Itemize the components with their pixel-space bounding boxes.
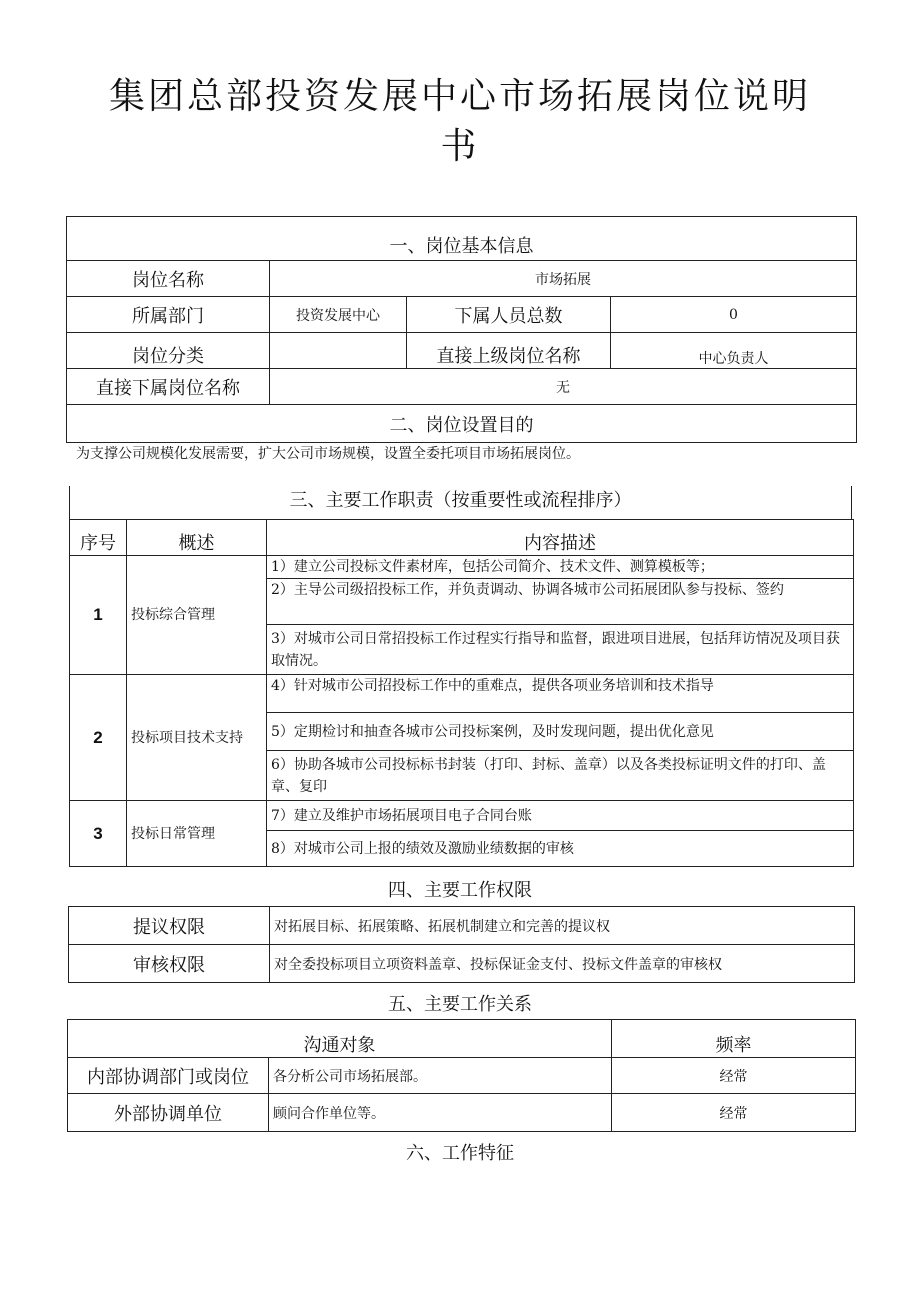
basic-info-table bbox=[66, 216, 857, 443]
duty-item: 1）建立公司投标文件素材库，包括公司简介、技术文件、测算模板等； bbox=[267, 556, 854, 579]
department-value: 投资发展中心 bbox=[270, 297, 407, 333]
relation-frequency: 经常 bbox=[612, 1094, 856, 1132]
page-title bbox=[0, 72, 920, 172]
duties-table bbox=[69, 519, 854, 867]
relation-text: 顾问合作单位等。 bbox=[269, 1094, 612, 1132]
subordinate-position-value: 无 bbox=[270, 369, 857, 405]
position-name-label: 岗位名称 bbox=[67, 261, 270, 297]
authority-text: 对拓展目标、拓展策略、拓展机制建立和完善的提议权 bbox=[270, 907, 855, 945]
col-contact-object-header: 沟通对象 bbox=[68, 1020, 612, 1058]
section-2-heading: 二、岗位设置目的 bbox=[67, 405, 857, 443]
duty-group-summary: 投标项目技术支持 bbox=[127, 675, 267, 801]
duty-group-summary: 投标日常管理 bbox=[127, 801, 267, 867]
section-1-heading: 一、岗位基本信息 bbox=[67, 217, 857, 261]
duty-item: 8）对城市公司上报的绩效及激励业绩数据的审核 bbox=[267, 831, 854, 867]
duty-item: 3）对城市公司日常招投标工作过程实行指导和监督，跟进项目进展，包括拜访情况及项目获取情况。 bbox=[267, 625, 854, 675]
duty-item: 4）针对城市公司招投标工作中的重难点，提供各项业务培训和技术指导 bbox=[267, 675, 854, 713]
col-number-header: 序号 bbox=[70, 520, 127, 556]
col-summary-header: 概述 bbox=[127, 520, 267, 556]
section-5-heading: 五、主要工作关系 bbox=[388, 994, 532, 1015]
section-4-heading: 四、主要工作权限 bbox=[388, 880, 532, 901]
subordinates-count-value: 0 bbox=[611, 297, 857, 333]
authority-label: 提议权限 bbox=[69, 907, 270, 945]
col-description-header: 内容描述 bbox=[267, 520, 854, 556]
duty-item: 6）协助各城市公司投标标书封装（打印、封标、盖章）以及各类投标证明文件的打印、盖章、复印 bbox=[267, 751, 854, 801]
duty-group-number: 3 bbox=[70, 801, 127, 867]
position-purpose: 为支撑公司规模化发展需要，扩大公司市场规模，设置全委托项目市场拓展岗位。 bbox=[76, 446, 580, 462]
duty-group-summary: 投标综合管理 bbox=[127, 556, 267, 675]
col-frequency-header: 频率 bbox=[612, 1020, 856, 1058]
section-3-heading-frame bbox=[69, 486, 852, 519]
superior-position-value: 中心负责人 bbox=[611, 333, 857, 369]
duty-group-number: 2 bbox=[70, 675, 127, 801]
relations-table bbox=[67, 1019, 856, 1132]
relation-label: 外部协调单位 bbox=[68, 1094, 269, 1132]
subordinate-position-label: 直接下属岗位名称 bbox=[67, 369, 270, 405]
category-value bbox=[270, 333, 407, 369]
title-line-2: 书 bbox=[440, 126, 480, 167]
department-label: 所属部门 bbox=[67, 297, 270, 333]
authority-table bbox=[68, 906, 855, 983]
duty-group-number: 1 bbox=[70, 556, 127, 675]
authority-text: 对全委投标项目立项资料盖章、投标保证金支付、投标文件盖章的审核权 bbox=[270, 945, 855, 983]
duty-item: 7）建立及维护市场拓展项目电子合同台账 bbox=[267, 801, 854, 831]
duty-item: 5）定期检讨和抽查各城市公司投标案例，及时发现问题，提出优化意见 bbox=[267, 713, 854, 751]
relation-frequency: 经常 bbox=[612, 1058, 856, 1094]
section-3-heading: 三、主要工作职责（按重要性或流程排序） bbox=[289, 490, 632, 511]
category-label: 岗位分类 bbox=[67, 333, 270, 369]
section-6-heading: 六、工作特征 bbox=[406, 1143, 514, 1164]
duty-item: 2）主导公司级招投标工作，并负责调动、协调各城市公司拓展团队参与投标、签约 bbox=[267, 579, 854, 625]
position-name-value: 市场拓展 bbox=[270, 261, 857, 297]
relation-text: 各分析公司市场拓展部。 bbox=[269, 1058, 612, 1094]
title-line-1: 集团总部投资发展中心市场拓展岗位说明 bbox=[108, 76, 811, 117]
authority-label: 审核权限 bbox=[69, 945, 270, 983]
subordinates-count-label: 下属人员总数 bbox=[407, 297, 611, 333]
superior-position-label: 直接上级岗位名称 bbox=[407, 333, 611, 369]
relation-label: 内部协调部门或岗位 bbox=[68, 1058, 269, 1094]
